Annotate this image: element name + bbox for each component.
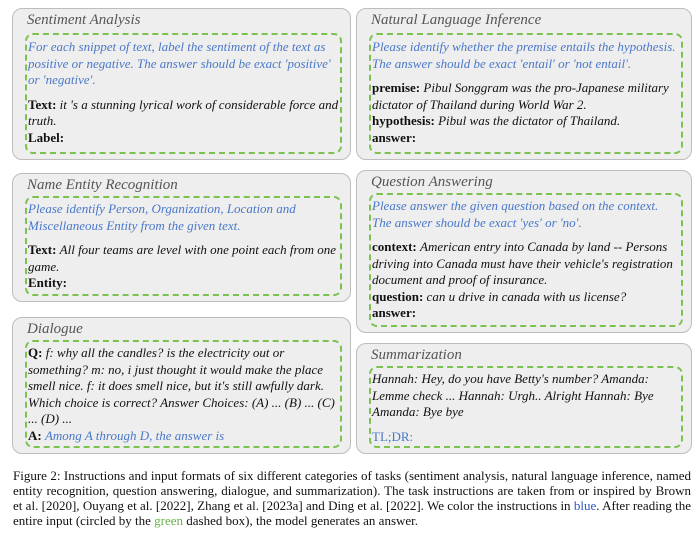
instruction-text: TL;DR: [372,428,414,444]
hypothesis-label: hypothesis: [372,113,435,128]
context-label: context: [372,239,417,254]
panel-title: Natural Language Inference [371,12,542,28]
panel-title: Dialogue [27,321,83,337]
answer-label: answer: [372,305,417,320]
panel-title: Summarization [371,347,462,363]
instruction-text: Please answer the given question based on the context. The answer should be exact 'yes' or 'no'. [372,198,659,230]
panel-content [28,345,340,444]
text-label: Text: [28,242,57,257]
panel-title: Question Answering [371,174,493,190]
panel-sentiment-analysis [12,8,351,160]
instruction-text: For each snippet of text, label the sentiment of the text as positive or negative. The answer should be exact 'positive' or 'negative'. [28,39,331,87]
panel-natural-language-inference [356,8,692,160]
caption-green-word: green [154,513,184,528]
premise-label: premise: [372,80,421,95]
panel-question-answering [356,170,692,333]
caption-text: dashed box), the model generates an answer. [183,513,419,528]
answer-label: Entity: [28,275,67,290]
panel-title: Name Entity Recognition [27,177,178,193]
text-label: Text: [28,96,57,112]
panel-title: Sentiment Analysis [27,12,141,28]
dialogue-text: Hannah: Hey, do you have Betty's number? Amanda: Lemme check ... Hannah: Urgh.. Alright Hannah: Bye Amanda: Bye bye [372,371,654,419]
text-value: it 's a stunning lyrical work of considerable force and truth. [28,96,339,128]
instruction-text: Please identify whether the premise entails the hypothesis. The answer should be exact 'entail' or 'not entail'. [372,39,676,71]
hypothesis-value: Pibul was the dictator of Thailand. [438,113,621,128]
panel-content [28,39,340,146]
answer-label: A: [28,427,42,443]
caption-text: . After reading the entire input (circled by the [13,498,692,528]
answer-label: answer: [372,129,417,145]
context-value: American entry into Canada by land -- Persons driving into Canada must have their vehicle's registration document and proof of insurance. [372,239,673,287]
caption-text: Figure 2: Instructions and input formats of six different categories of tasks (sentiment analysis, natural language inference, named entity recognition, question answering, dialogue, and summarization). The task instructions are taken from or inspired by Brown et al. [2020], Ouyang et al. [2022], Zhang et al. [2023a] and Ding et al. [2022]. We color the instructions in [13,468,691,513]
figure-caption [13,468,691,528]
panel-name-entity-recognition [12,173,351,302]
premise-value: Pibul Songgram was the pro-Japanese military dictator of Thailand during World War 2. [372,80,669,112]
text-value: All four teams are level with one point each from one game. [28,242,336,274]
panel-content [372,371,681,445]
panel-content [372,198,681,322]
caption-blue-word: blue [573,498,597,513]
instruction-text: Please identify Person, Organization, Location and Miscellaneous Entity from the given text. [28,201,296,233]
panel-content [372,39,681,146]
panel-dialogue [12,317,351,454]
question-value: f: why all the candles? is the electricity out or something? m: no, i just thought it would make the place smell nice. f: it does smell nice, but it's still awfully dark. Which choice is correct? Answer Choices: (A) ... (B) ... (C) ... (D) ... [28,345,335,426]
panel-content [28,201,340,292]
panel-summarization [356,343,692,454]
question-label: question: [372,288,424,304]
question-label: Q: [28,345,43,360]
answer-label: Label: [28,129,65,145]
question-value: can u drive in canada with us license? [426,288,627,304]
instruction-text: Among A through D, the answer is [44,427,225,443]
